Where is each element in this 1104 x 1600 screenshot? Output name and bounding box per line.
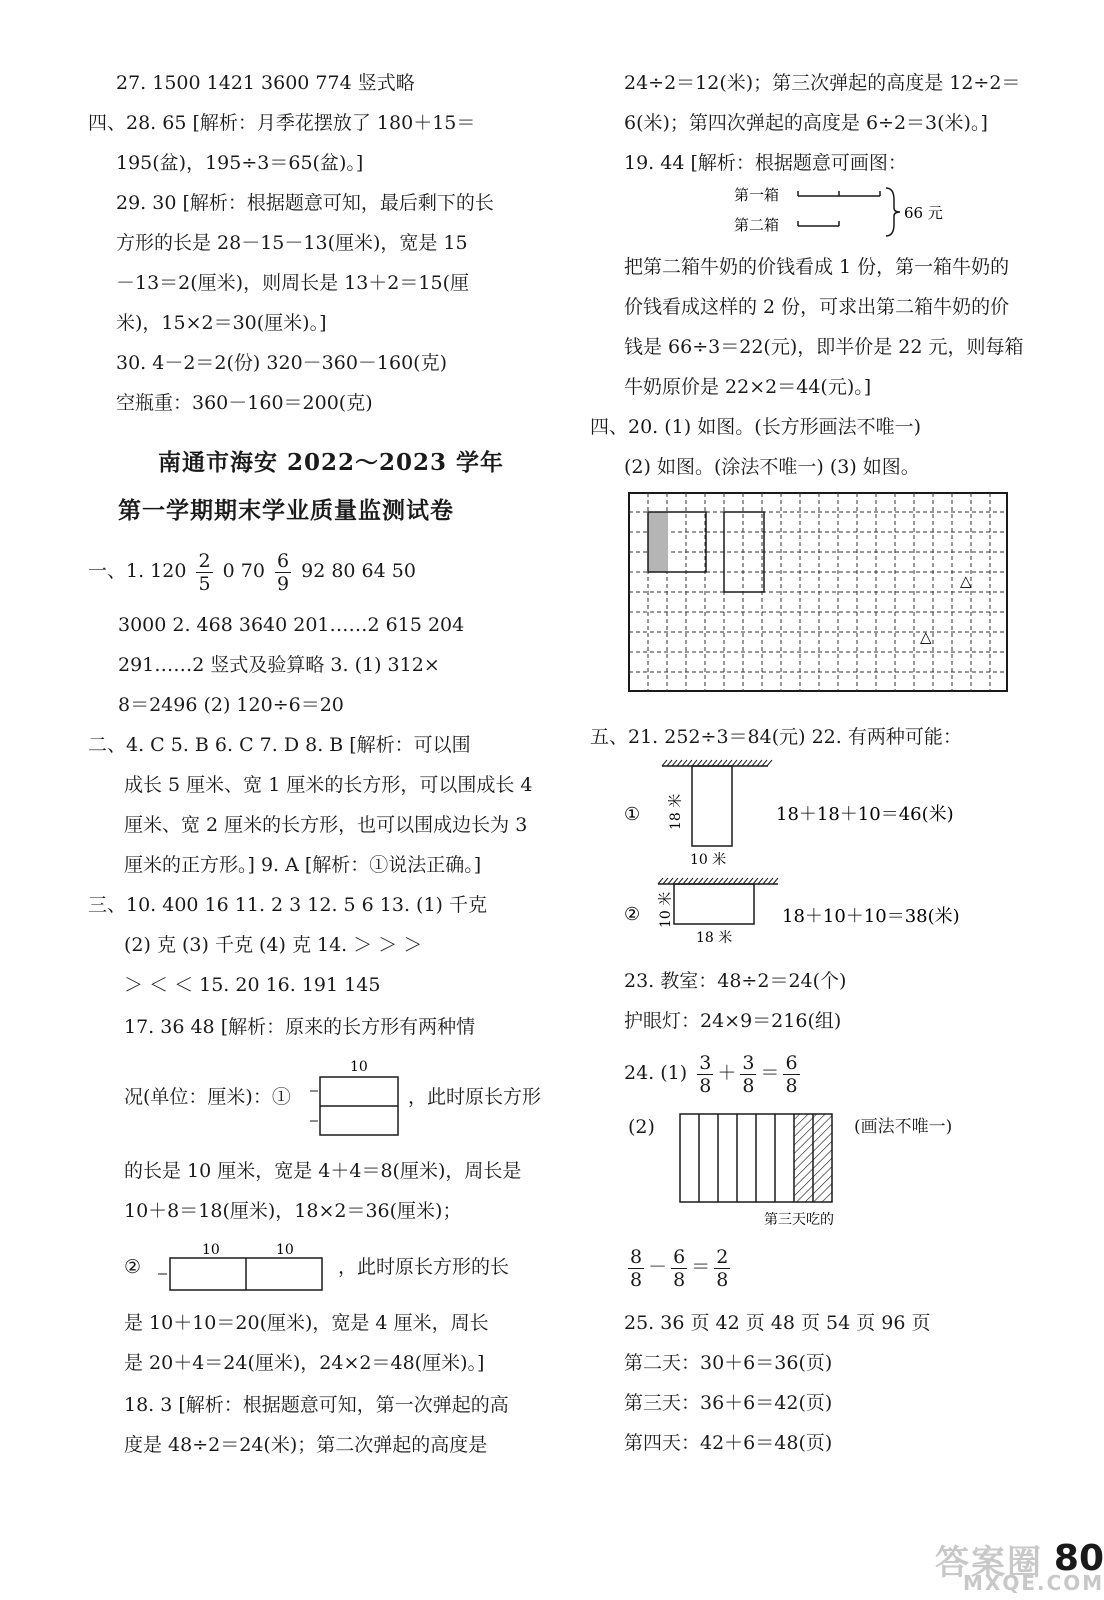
answer-21-22: 五、21. 252÷3＝84(元) 22. 有两种可能： [590, 726, 962, 748]
watermark-line2: MXQE.COM [963, 1571, 1104, 1595]
figure-24-bar [676, 1110, 856, 1234]
answer-29-line3: －13＝2(厘米)，则周长是 13＋2＝15(厘 [116, 272, 469, 294]
fig24-caption: 第三天吃的 [764, 1212, 834, 1228]
watermark-line1: 答案圈 [935, 1543, 1043, 1583]
answer-25-line3: 第三天：36＋6＝42(页) [624, 1392, 833, 1414]
fig22a-side-label: 18 米 [668, 793, 684, 830]
fraction-denominator: 8 [699, 1074, 712, 1097]
section2-line3: 厘米、宽 2 厘米的长方形，也可以围成边长为 3 [124, 814, 528, 836]
answer-25-line2: 第二天：30＋6＝36(页) [624, 1352, 833, 1374]
answer-28-line2: 195(盆)，195÷3＝65(盆)。] [116, 152, 364, 174]
section2-line4: 厘米的正方形。] 9. A [解析：①说法正确。] [124, 854, 482, 876]
answer-27: 27. 1500 1421 3600 774 竖式略 [116, 72, 415, 94]
wall-hatch-line [727, 760, 732, 766]
fraction-numerator: 2 [198, 549, 211, 572]
section1-line1 [88, 548, 416, 595]
grid-lines [629, 493, 1007, 691]
wall-hatch-line [682, 760, 687, 766]
fig17b-label-2: 10 [276, 1242, 294, 1258]
fraction-2-8 [714, 1246, 730, 1291]
wall-hatch-line [677, 760, 682, 766]
equals-sign: ＝ [691, 1256, 711, 1278]
fraction-numerator: 3 [699, 1051, 712, 1074]
answer-29-line1: 29. 30 [解析：根据题意可知，最后剩下的长 [116, 192, 494, 214]
wall-hatch-line [753, 878, 758, 884]
exam-title-line2: 第一学期期末学业质量监测试卷 [118, 497, 454, 524]
exam-title-line1: 南通市海安 2022～2023 学年 [158, 449, 505, 476]
wall-hatch-line [767, 760, 772, 766]
fraction-numerator: 2 [716, 1245, 729, 1268]
fraction-3-8 [697, 1052, 713, 1097]
wall-hatch-line [703, 878, 708, 884]
fig19-box1-label: 第一箱 [734, 186, 780, 204]
fig22a-wall-hatching [662, 760, 772, 766]
minus-sign: － [648, 1256, 668, 1278]
wall-hatch-line [768, 878, 773, 884]
fraction-numerator: 6 [276, 549, 290, 572]
section3-line2: (2) 克 (3) 千克 (4) 克 14. ＞ ＞ ＞ [124, 934, 423, 956]
answer-24-part1 [624, 1050, 804, 1097]
wall-hatch-line [743, 878, 748, 884]
fraction-6-9 [275, 550, 291, 595]
section2-line2: 成长 5 厘米、宽 1 厘米的长方形，可以围成长 4 [124, 774, 533, 796]
wall-hatch-line [732, 760, 737, 766]
answer-17-line7: 是 20＋4＝24(厘米)，24×2＝48(厘米)。] [124, 1352, 485, 1374]
answer-17-line5-prefix: ② [124, 1256, 142, 1278]
fraction-denominator: 8 [673, 1268, 686, 1291]
wall-hatch-line [663, 878, 668, 884]
fig22b-equation: 18＋10＋10＝38(米) [782, 906, 960, 927]
wall-hatch-line [738, 878, 743, 884]
fig22b-number: ② [624, 904, 641, 925]
fig22b-bottom-label: 18 米 [696, 930, 733, 946]
answer-30-line1: 30. 4－2＝2(份) 320－360－160(克) [116, 352, 448, 374]
fraction-denominator: 8 [785, 1074, 798, 1097]
fig22b-rectangle [674, 884, 754, 924]
fraction-denominator: 8 [630, 1268, 643, 1291]
equals-sign: ＝ [760, 1062, 780, 1084]
wall-hatch-line [763, 878, 768, 884]
answer-24-note: (画法不唯一) [854, 1117, 953, 1137]
fraction-denominator: 8 [742, 1074, 755, 1097]
fig22a-bottom-label: 10 米 [690, 852, 727, 868]
answer-28-line1: 四、28. 65 [解析：月季花摆放了 180＋15＝ [88, 112, 476, 134]
section1-line2: 3000 2. 468 3640 201……2 615 204 [118, 614, 465, 636]
wall-hatch-line [758, 878, 763, 884]
wall-hatch-line [747, 760, 752, 766]
fraction-3-8 [740, 1052, 756, 1097]
fig19-box2-label: 第二箱 [734, 216, 780, 234]
answer-19-line4: 钱是 66÷3＝22(元)，即半价是 22 元，则每箱 [624, 336, 1024, 358]
wall-hatch-line [722, 760, 727, 766]
wall-hatch-line [662, 760, 667, 766]
answer-18-line1: 18. 3 [解析：根据题意可知，第一次弹起的高 [124, 1394, 509, 1416]
answer-17-line5-suffix: ，此时原长方形的长 [338, 1256, 510, 1278]
fraction-8-8 [628, 1246, 644, 1291]
fraction-6-8 [783, 1052, 799, 1097]
fraction-denominator: 5 [198, 572, 211, 595]
fraction-numerator: 6 [673, 1245, 686, 1268]
answer-18-line4: 6(米)；第四次弹起的高度是 6÷2＝3(米)。] [624, 112, 988, 134]
answer-19-line5: 牛奶原价是 22×2＝44(元)。] [624, 376, 872, 398]
wall-hatch-line [672, 760, 677, 766]
wall-hatch-line [752, 760, 757, 766]
page-number: 80 [1053, 1538, 1104, 1579]
wall-hatch-line [708, 878, 713, 884]
wall-hatch-line [762, 760, 767, 766]
section1-line3: 291……2 竖式及验算略 3. (1) 312× [118, 654, 440, 676]
answer-19-line1: 19. 44 [解析：根据题意可画图： [624, 152, 907, 174]
wall-hatch-line [658, 878, 663, 884]
fig19-brace [886, 188, 900, 236]
answer-20-line2: (2) 如图。(涂法不唯一) (3) 如图。 [624, 456, 920, 478]
fig22a-rectangle [692, 766, 732, 846]
plus-sign: ＋ [717, 1062, 737, 1084]
wall-hatch-line [737, 760, 742, 766]
wall-hatch-line [688, 878, 693, 884]
grid-triangle-mark-1: △ [960, 572, 972, 590]
answer-24-part2-label: (2) [628, 1116, 655, 1138]
fraction-numerator: 6 [785, 1051, 798, 1074]
answer-23-line1: 23. 教室：48÷2＝24(个) [624, 970, 847, 992]
answer-18-line3: 24÷2＝12(米)；第三次弹起的高度是 12÷2＝ [624, 72, 1021, 94]
wall-hatch-line [723, 878, 728, 884]
section1-part-a: 一、1. 120 [88, 560, 187, 582]
wall-hatch-line [712, 760, 717, 766]
figure-19-segment-diagram [728, 182, 968, 242]
wall-hatch-line [773, 878, 778, 884]
fraction-numerator: 8 [630, 1245, 643, 1268]
fig22a-number: ① [624, 804, 641, 825]
wall-hatch-line [687, 760, 692, 766]
wall-hatch-line [742, 760, 747, 766]
fig19-total-label: 66 元 [904, 204, 943, 222]
wall-hatch-line [683, 878, 688, 884]
fraction-2-5 [196, 550, 212, 595]
fig17a-top-label: 10 [350, 1059, 368, 1075]
fig17b-label-1: 10 [202, 1242, 220, 1258]
wall-hatch-line [698, 878, 703, 884]
answer-30-line2: 空瓶重：360－160＝200(克) [116, 392, 373, 414]
figure-17-rectangle-2 [154, 1238, 334, 1294]
answer-25-line1: 25. 36 页 42 页 48 页 54 页 96 页 [624, 1312, 931, 1334]
answer-19-line2: 把第二箱牛奶的价钱看成 1 份，第一箱牛奶的 [624, 256, 1010, 278]
section3-line1: 三、10. 400 16 11. 2 3 12. 5 6 13. (1) 千克 [88, 894, 488, 916]
section1-part-b: 0 70 [222, 560, 265, 582]
wall-hatch-line [713, 878, 718, 884]
wall-hatch-line [673, 878, 678, 884]
wall-hatch-line [707, 760, 712, 766]
answer-17-line6: 是 10＋10＝20(厘米)，宽是 4 厘米，周长 [124, 1312, 489, 1334]
wall-hatch-line [717, 760, 722, 766]
section2-line1: 二、4. C 5. B 6. C 7. D 8. B [解析：可以围 [88, 734, 471, 756]
fraction-6-8 [671, 1246, 687, 1291]
grid-shaded-area [648, 512, 668, 572]
answer-29-line2: 方形的长是 28－15－13(厘米)，宽是 15 [116, 232, 468, 254]
wall-hatch-line [702, 760, 707, 766]
answer-17-line2-prefix: 况(单位：厘米)：① [124, 1086, 291, 1108]
figure-20-grid [628, 492, 1018, 710]
section3-line3: ＞ ＜ ＜ 15. 20 16. 191 145 [124, 974, 381, 996]
section1-line4: 8＝2496 (2) 120÷6＝20 [118, 694, 344, 716]
wall-hatch-line [757, 760, 762, 766]
fraction-denominator: 8 [716, 1268, 729, 1291]
figure-17-rectangle-1 [298, 1055, 408, 1143]
answer-29-line4: 米)，15×2＝30(厘米)。] [116, 312, 327, 334]
answer-17-line3: 的长是 10 厘米，宽是 4＋4＝8(厘米)，周长是 [124, 1160, 522, 1182]
wall-hatch-line [728, 878, 733, 884]
answer-24-part3 [624, 1244, 734, 1291]
fraction-numerator: 3 [742, 1051, 755, 1074]
answer-18-line2: 度是 48÷2＝24(米)；第二次弹起的高度是 [124, 1434, 488, 1456]
answer-17-line1: 17. 36 48 [解析：原来的长方形有两种情 [124, 1016, 476, 1038]
fig22a-equation: 18＋18＋10＝46(米) [776, 804, 954, 825]
answer-25-line4: 第四天：42＋6＝48(页) [624, 1432, 833, 1454]
wall-hatch-line [692, 760, 697, 766]
answer-24-prefix: 24. (1) [624, 1062, 688, 1084]
fig22b-side-label: 10 米 [658, 891, 674, 928]
wall-hatch-line [668, 878, 673, 884]
answer-19-line3: 价钱看成这样的 2 份，可求出第二箱牛奶的价 [624, 296, 1010, 318]
wall-hatch-line [748, 878, 753, 884]
wall-hatch-line [678, 878, 683, 884]
wall-hatch-line [693, 878, 698, 884]
wall-hatch-line [697, 760, 702, 766]
figure-22-fences [618, 758, 1058, 968]
wall-hatch-line [718, 878, 723, 884]
answer-17-line2-suffix: ，此时原长方形 [408, 1086, 542, 1108]
wall-hatch-line [667, 760, 672, 766]
answer-20-line1: 四、20. (1) 如图。(长方形画法不唯一) [590, 416, 922, 438]
wall-hatch-line [733, 878, 738, 884]
fig22b-wall-hatching [658, 878, 778, 884]
answer-17-line4: 10＋8＝18(厘米)，18×2＝36(厘米)； [124, 1200, 462, 1222]
fraction-denominator: 9 [276, 572, 290, 595]
section1-part-c: 92 80 64 50 [301, 560, 416, 582]
grid-triangle-mark-2: △ [920, 628, 932, 646]
answer-23-line2: 护眼灯：24×9＝216(组) [624, 1010, 842, 1032]
